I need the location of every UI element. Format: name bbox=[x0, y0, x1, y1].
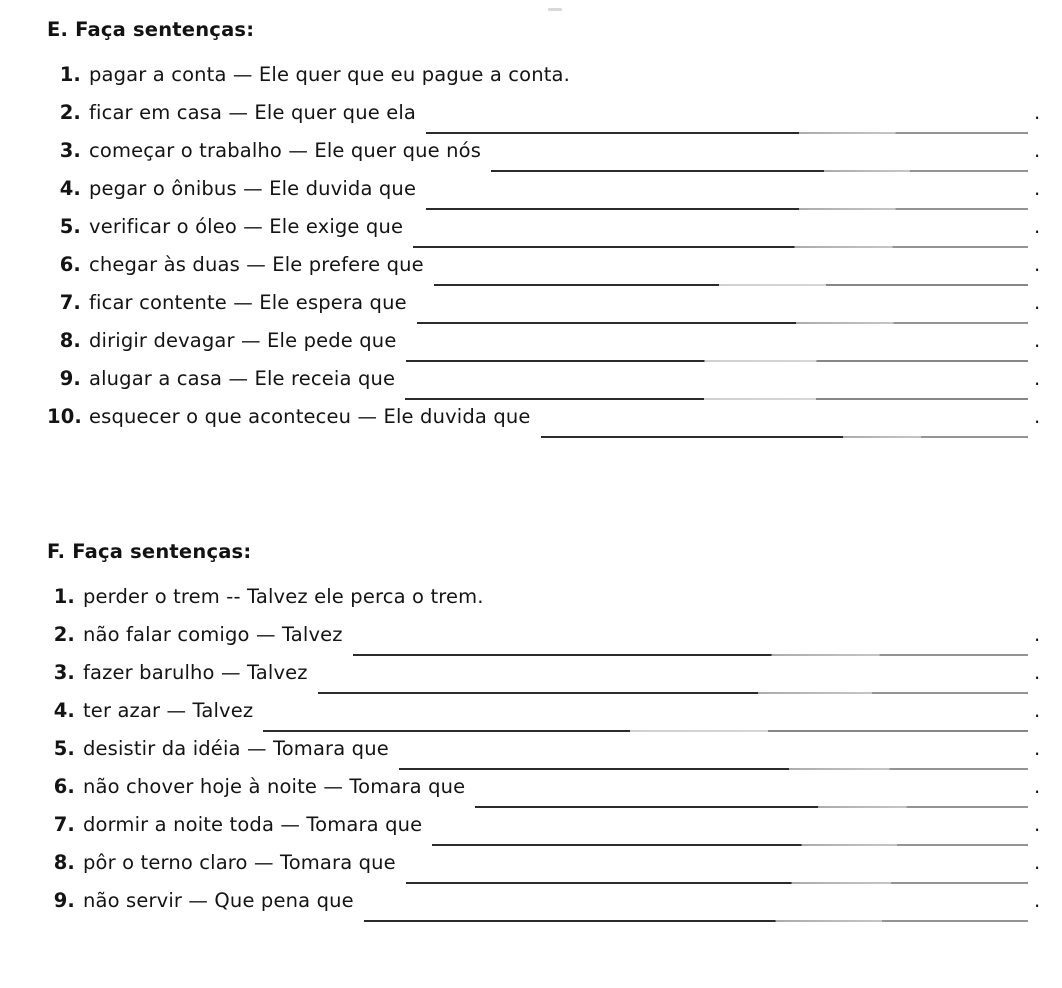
item-period: . bbox=[1034, 775, 1041, 798]
item-prompt: ter azar — Talvez bbox=[83, 699, 254, 722]
list-item bbox=[47, 775, 1042, 813]
item-number: 9. bbox=[53, 889, 75, 912]
item-number: 8. bbox=[59, 329, 81, 352]
item-prompt: pagar a conta — Ele quer que eu pague a conta. bbox=[89, 63, 571, 86]
answer-blank[interactable] bbox=[406, 882, 1028, 883]
answer-blank[interactable] bbox=[406, 360, 1028, 361]
answer-blank[interactable] bbox=[426, 208, 1028, 209]
item-number: 6. bbox=[59, 253, 81, 276]
item-period: . bbox=[1034, 889, 1041, 912]
item-prompt: ficar contente — Ele espera que bbox=[89, 291, 407, 314]
item-period: . bbox=[1034, 851, 1041, 874]
item-prompt: esquecer o que aconteceu — Ele duvida que bbox=[89, 405, 531, 428]
list-item bbox=[47, 63, 1042, 101]
item-number: 1. bbox=[53, 585, 75, 608]
list-item bbox=[47, 851, 1042, 889]
list-item bbox=[47, 585, 1042, 623]
list-item bbox=[47, 405, 1042, 443]
list-item bbox=[47, 623, 1042, 661]
item-prompt: pegar o ônibus — Ele duvida que bbox=[89, 177, 417, 200]
section-e-title: E. Faça sentenças: bbox=[47, 18, 255, 41]
section-f-title: F. Faça sentenças: bbox=[47, 540, 252, 563]
item-period: . bbox=[1034, 139, 1041, 162]
item-prompt: ficar em casa — Ele quer que ela bbox=[89, 101, 417, 124]
answer-blank[interactable] bbox=[434, 284, 1028, 285]
item-number: 5. bbox=[59, 215, 81, 238]
answer-blank[interactable] bbox=[491, 170, 1028, 171]
item-number: 8. bbox=[53, 851, 75, 874]
item-prompt: começar o trabalho — Ele quer que nós bbox=[89, 139, 482, 162]
exercise-section-e bbox=[0, 18, 1062, 443]
item-number: 7. bbox=[59, 291, 81, 314]
answer-blank[interactable] bbox=[364, 920, 1028, 921]
item-prompt: pôr o terno claro — Tomara que bbox=[83, 851, 396, 874]
answer-blank[interactable] bbox=[426, 132, 1028, 133]
scan-artifact bbox=[548, 8, 562, 11]
item-prompt: dirigir devagar — Ele pede que bbox=[89, 329, 397, 352]
section-f-items bbox=[0, 585, 1062, 927]
item-prompt: não servir — Que pena que bbox=[83, 889, 354, 912]
list-item bbox=[47, 291, 1042, 329]
item-prompt: perder o trem -- Talvez ele perca o trem. bbox=[83, 585, 484, 608]
list-item bbox=[47, 699, 1042, 737]
item-period: . bbox=[1034, 291, 1041, 314]
item-prompt: chegar às duas — Ele prefere que bbox=[89, 253, 424, 276]
item-period: . bbox=[1034, 101, 1041, 124]
list-item bbox=[47, 367, 1042, 405]
list-item bbox=[47, 215, 1042, 253]
item-number: 2. bbox=[59, 101, 81, 124]
answer-blank[interactable] bbox=[353, 654, 1028, 655]
item-number: 2. bbox=[53, 623, 75, 646]
item-period: . bbox=[1034, 367, 1041, 390]
list-item bbox=[47, 101, 1042, 139]
item-number: 10. bbox=[47, 405, 82, 428]
list-item bbox=[47, 139, 1042, 177]
item-number: 4. bbox=[53, 699, 75, 722]
exercise-section-f bbox=[0, 540, 1062, 927]
list-item bbox=[47, 737, 1042, 775]
answer-blank[interactable] bbox=[541, 436, 1028, 437]
answer-blank[interactable] bbox=[318, 692, 1028, 693]
list-item bbox=[47, 813, 1042, 851]
item-number: 3. bbox=[53, 661, 75, 684]
item-number: 7. bbox=[53, 813, 75, 836]
answer-blank[interactable] bbox=[417, 322, 1028, 323]
item-period: . bbox=[1034, 623, 1041, 646]
item-period: . bbox=[1034, 699, 1041, 722]
item-number: 6. bbox=[53, 775, 75, 798]
list-item bbox=[47, 253, 1042, 291]
item-prompt: verificar o óleo — Ele exige que bbox=[89, 215, 404, 238]
item-number: 3. bbox=[59, 139, 81, 162]
answer-blank[interactable] bbox=[263, 730, 1028, 731]
list-item bbox=[47, 177, 1042, 215]
item-number: 9. bbox=[59, 367, 81, 390]
item-period: . bbox=[1034, 329, 1041, 352]
item-period: . bbox=[1034, 661, 1041, 684]
item-number: 1. bbox=[59, 63, 81, 86]
item-number: 5. bbox=[53, 737, 75, 760]
item-period: . bbox=[1034, 177, 1041, 200]
item-prompt: dormir a noite toda — Tomara que bbox=[83, 813, 423, 836]
answer-blank[interactable] bbox=[413, 246, 1028, 247]
item-prompt: fazer barulho — Talvez bbox=[83, 661, 308, 684]
answer-blank[interactable] bbox=[432, 844, 1028, 845]
answer-blank[interactable] bbox=[405, 398, 1028, 399]
item-period: . bbox=[1034, 405, 1041, 428]
list-item bbox=[47, 329, 1042, 367]
item-period: . bbox=[1034, 253, 1041, 276]
list-item bbox=[47, 661, 1042, 699]
item-period: . bbox=[1034, 215, 1041, 238]
item-prompt: não falar comigo — Talvez bbox=[83, 623, 343, 646]
item-prompt: desistir da idéia — Tomara que bbox=[83, 737, 389, 760]
item-period: . bbox=[1034, 813, 1041, 836]
item-period: . bbox=[1034, 737, 1041, 760]
item-prompt: não chover hoje à noite — Tomara que bbox=[83, 775, 466, 798]
answer-blank[interactable] bbox=[475, 806, 1028, 807]
section-e-items bbox=[0, 63, 1062, 443]
item-number: 4. bbox=[59, 177, 81, 200]
list-item bbox=[47, 889, 1042, 927]
item-prompt: alugar a casa — Ele receia que bbox=[89, 367, 396, 390]
answer-blank[interactable] bbox=[399, 768, 1028, 769]
